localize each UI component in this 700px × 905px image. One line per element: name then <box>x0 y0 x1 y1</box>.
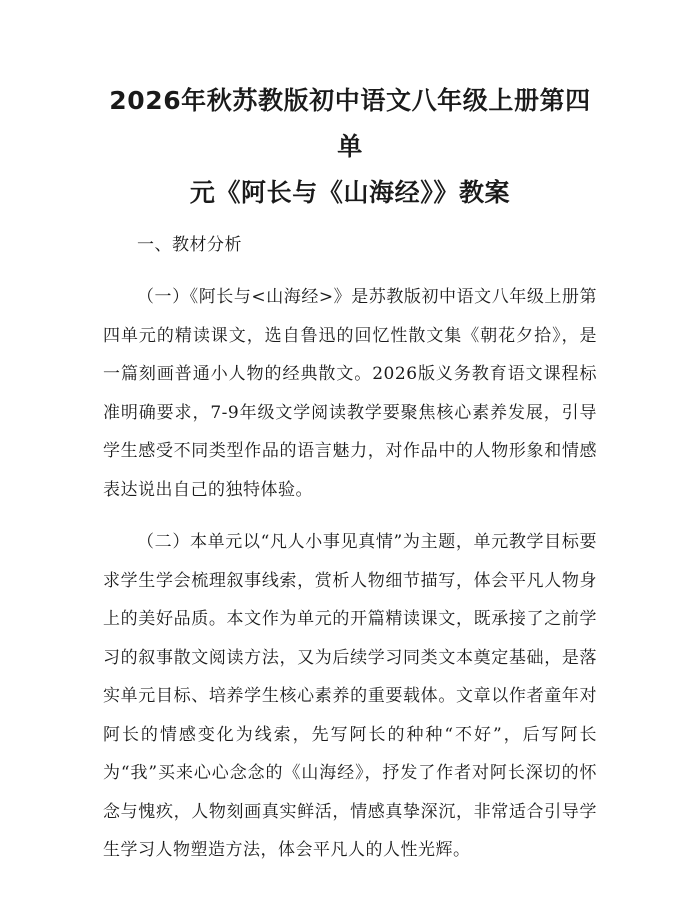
paragraph-1: （一）《阿长与<山海经>》是苏教版初中语文八年级上册第四单元的精读课文，选自鲁迅的回忆性散文集《朝花夕拾》，是一篇刻画普通小人物的经典散文。2026版义务教育语文课程标准明确要求，7-9年级文学阅读教学要聚焦核心素养发展，引导学生感受不同类型作品的语言魅力，对作品中的人物形象和情感表达说出自己的独特体验。 <box>103 287 597 500</box>
title-line-1: 2026年秋苏教版初中语文八年级上册第四单 <box>109 86 591 161</box>
section-heading-teaching-material-analysis: 一、教材分析 <box>137 235 242 255</box>
document-title <box>103 78 597 216</box>
paragraph-2: （二）本单元以“凡人小事见真情”为主题，单元教学目标要求学生学会梳理叙事线索，赏析人物细节描写，体会平凡人物身上的美好品质。本文作为单元的开篇精读课文，既承接了之前学习的叙事散文阅读方法，又为后续学习同类文本奠定基础，是落实单元目标、培养学生核心素养的重要载体。文章以作者童年对阿长的情感变化为线索，先写阿长的种种“不好”，后写阿长为“我”买来心心念念的《山海经》，抒发了作者对阿长深切的怀念与愧疚，人物刻画真实鲜活，情感真挚深沉，非常适合引导学生学习人物塑造方法，体会平凡人的人性光辉。 <box>103 532 597 860</box>
title-line-2: 元《阿长与《山海经》》教案 <box>189 178 511 207</box>
